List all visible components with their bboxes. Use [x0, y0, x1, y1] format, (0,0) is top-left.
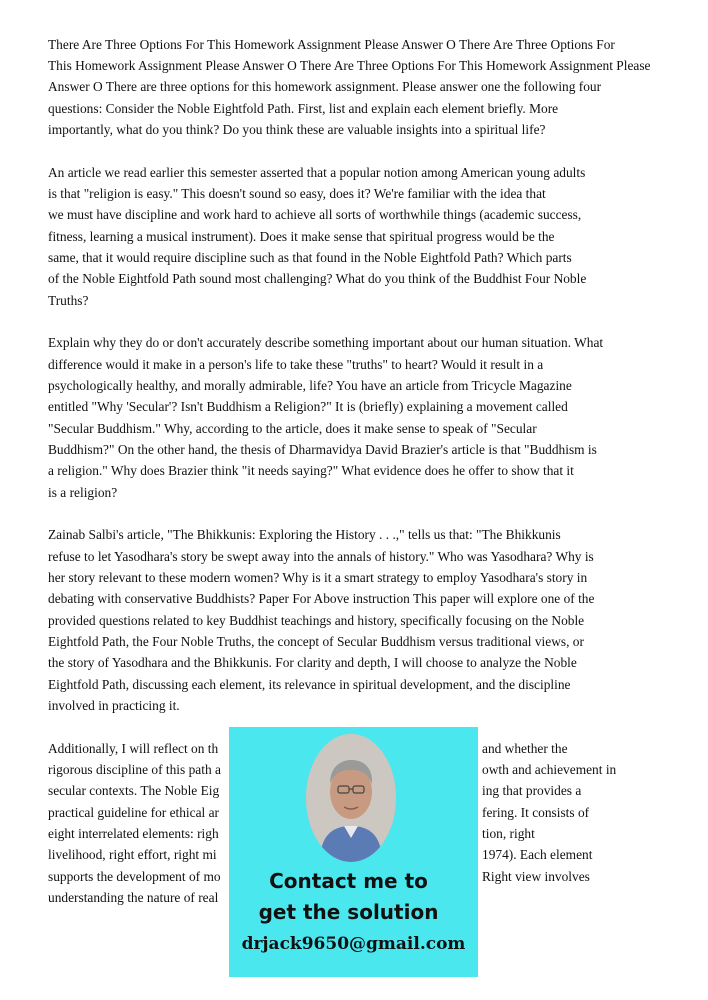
text-line: provided questions related to key Buddhist teachings and history, specifically focusing on the Noble [48, 613, 585, 628]
text-line: questions: Consider the Noble Eightfold Path. First, list and explain each element briefly. More [48, 101, 559, 116]
text-line: we must have discipline and work hard to achieve all sorts of worthwhile things (academic success, [48, 207, 582, 222]
text-line: supports the development of mo [48, 869, 221, 884]
text-line: Additionally, I will reflect on th [48, 741, 219, 756]
text-line: refuse to let Yasodhara's story be swept away into the annals of history." Who was Yasodhara? Why is [48, 549, 594, 564]
text-line: involved in practicing it. [48, 698, 180, 713]
text-line: Zainab Salbi's article, "The Bhikkunis: Exploring the History . . .," tells us that: "The Bhikkunis [48, 527, 561, 542]
text-line-fragment: tion, right [482, 826, 535, 841]
text-line: livelihood, right effort, right mi [48, 847, 217, 862]
text-line: difference would it make in a person's life to take these "truths" to heart? Would it result in a [48, 357, 544, 372]
portrait-photo [306, 734, 396, 862]
text-line: This Homework Assignment Please Answer O There Are Three Options For This Homework Assignment Please [48, 58, 651, 73]
text-line: practical guideline for ethical ar [48, 805, 220, 820]
text-line-fragment: Right view involves [482, 869, 590, 884]
text-line: Truths? [48, 293, 89, 308]
banner-subheading: get the solution [258, 900, 439, 924]
text-line: importantly, what do you think? Do you think these are valuable insights into a spiritual life? [48, 122, 546, 137]
text-line: understanding the nature of real [48, 890, 219, 905]
text-line-fragment: ing that provides a [482, 783, 582, 798]
text-line: psychologically healthy, and morally admirable, life? You have an article from Tricycle Magazine [48, 378, 572, 393]
text-line: secular contexts. The Noble Eig [48, 783, 220, 798]
text-line: Eightfold Path, the Four Noble Truths, the concept of Secular Buddhism versus traditional views, or [48, 634, 584, 649]
text-line-fragment: 1974). Each element [482, 847, 593, 862]
text-line: of the Noble Eightfold Path sound most challenging? What do you think of the Buddhist Four Noble [48, 271, 587, 286]
text-line: fitness, learning a musical instrument). Does it make sense that spiritual progress would be the [48, 229, 555, 244]
text-line: An article we read earlier this semester asserted that a popular notion among American young adults [48, 165, 586, 180]
text-line: Eightfold Path, discussing each element, its relevance in spiritual development, and the discipline [48, 677, 571, 692]
text-line: There Are Three Options For This Homework Assignment Please Answer O There Are Three Options For [48, 37, 615, 52]
text-line: Explain why they do or don't accurately describe something important about our human situation. What [48, 335, 604, 350]
text-line: Answer O There are three options for this homework assignment. Please answer one the following four [48, 79, 602, 94]
contact-banner[interactable] [229, 727, 478, 977]
text-line: Buddhism?" On the other hand, the thesis of Dharmavidya David Brazier's article is that "Buddhism is [48, 442, 597, 457]
text-line-fragment: fering. It consists of [482, 805, 590, 820]
text-line-fragment: and whether the [482, 741, 568, 756]
text-line: rigorous discipline of this path a [48, 762, 221, 777]
person-icon [306, 734, 396, 862]
text-line: is that "religion is easy." This doesn't sound so easy, does it? We're familiar with the idea that [48, 186, 546, 201]
text-line: is a religion? [48, 485, 118, 500]
text-line: a religion." Why does Brazier think "it needs saying?" What evidence does he offer to show that it [48, 463, 574, 478]
text-line: debating with conservative Buddhists? Paper For Above instruction This paper will explore one of the [48, 591, 595, 606]
text-line: same, that it would require discipline such as that found in the Noble Eightfold Path? Which parts [48, 250, 572, 265]
text-line: "Secular Buddhism." Why, according to the article, does it make sense to speak of "Secular [48, 421, 537, 436]
text-line: eight interrelated elements: righ [48, 826, 219, 841]
text-line: entitled "Why 'Secular'? Isn't Buddhism a Religion?" It is (briefly) explaining a movement called [48, 399, 568, 414]
contact-email[interactable]: drjack9650@gmail.com [241, 934, 466, 954]
text-line: the story of Yasodhara and the Bhikkunis. For clarity and depth, I will choose to analyze the Noble [48, 655, 577, 670]
text-line-fragment: owth and achievement in [482, 762, 617, 777]
banner-heading: Contact me to [269, 869, 428, 893]
text-line: her story relevant to these modern women? Why is it a smart strategy to employ Yasodhara's story in [48, 570, 588, 585]
